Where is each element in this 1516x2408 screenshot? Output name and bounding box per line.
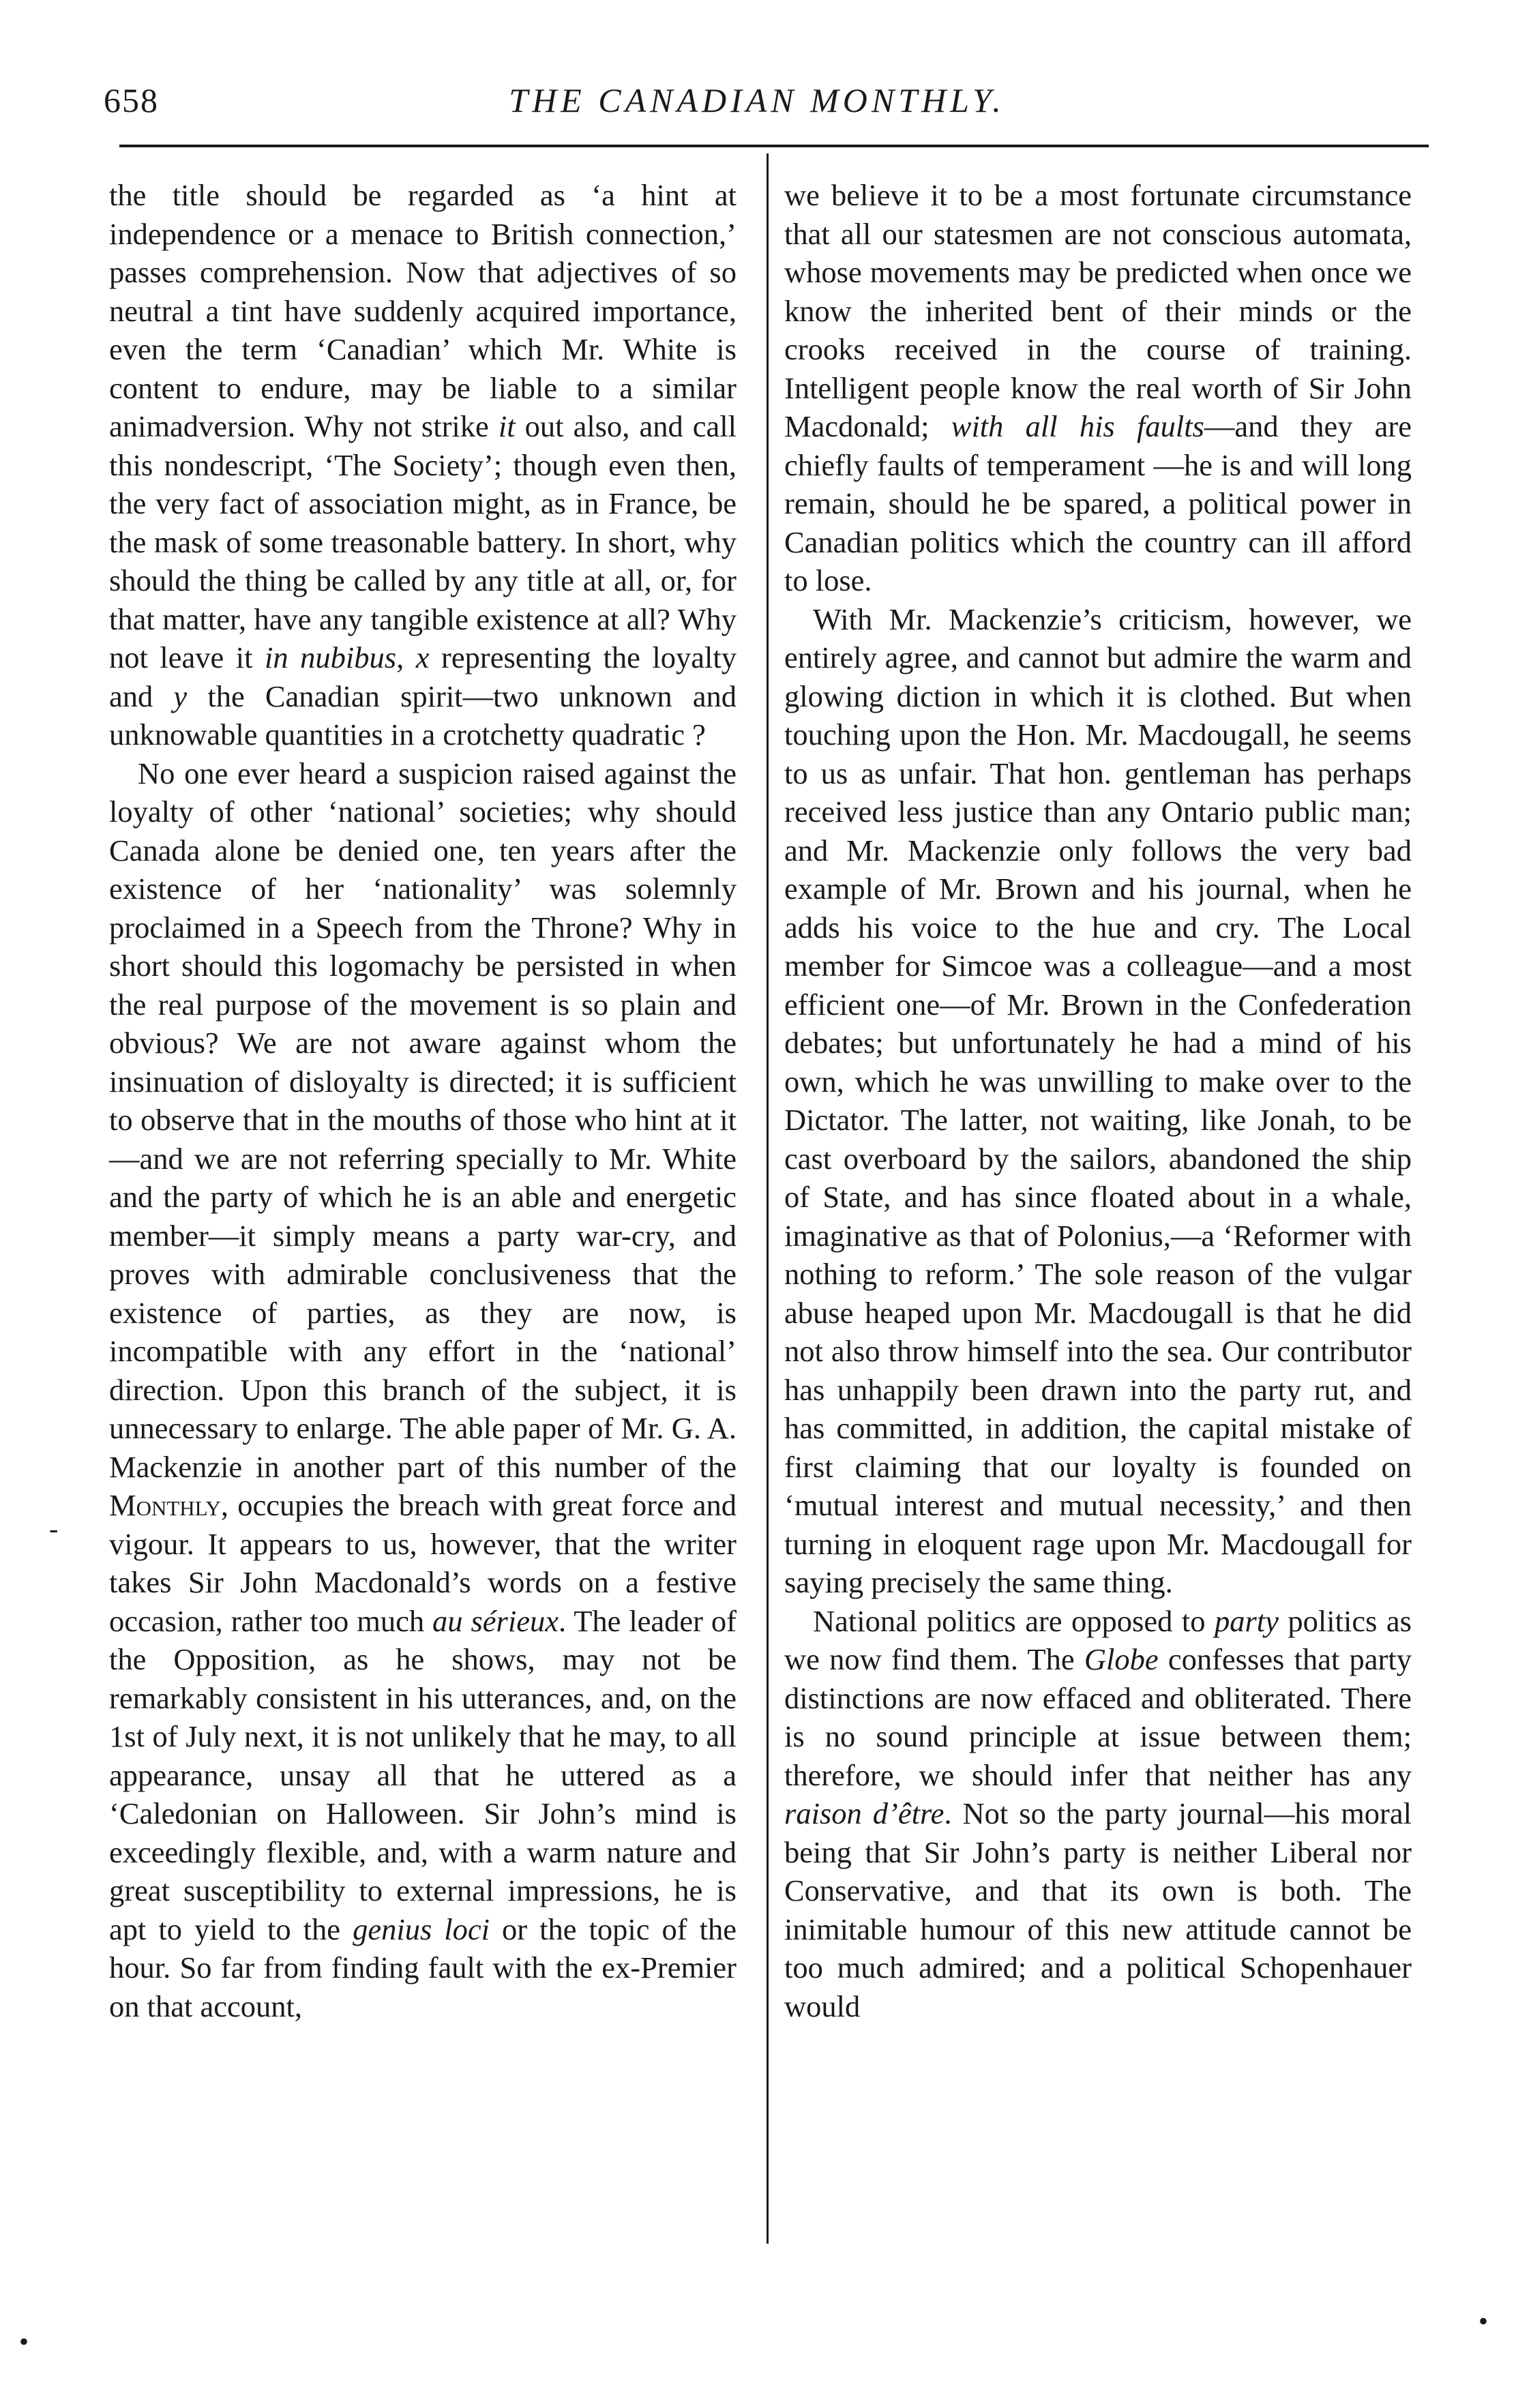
margin-dash-mark: - [49, 1513, 59, 1544]
right-paragraph-1: we believe it to be a most fortunate circumstance that all our statesmen are not conscious automata, whose movements may be predicted when once we know the inherited bent of their minds or the crooks received in the course of training. Intelligent people know the real worth of Sir John Macdonald; with all his faults—and they are chiefly faults of temperament —he is and will long remain, should he be spared, a political power in Canadian politics which the country can ill afford to lose. [784, 178, 1412, 597]
left-paragraph-1: the title should be regarded as ‘a hint at independence or a menace to British connection,’ passes comprehension. Now that adjectives of so neutral a tint have suddenly acquired importance, even the term ‘Canadian’ which Mr. White is content to endure, may be liable to a similar animadversion. Why not strike it out also, and call this nondescript, ‘The Society’; though even then, the very fact of association might, as in France, be the mask of some treasonable battery. In short, why should the thing be called by any title at all, or, for that matter, have any tangible existence at all? Why not leave it in nubibus, x representing the loyalty and y the Canadian spirit—two unknown and unknowable quantities in a crotchetty quadratic ? [109, 178, 737, 752]
bottom-right-dot-mark: • [1478, 2306, 1489, 2336]
left-paragraph-2: No one ever heard a suspicion raised against the loyalty of other ‘national’ societies; why should Canada alone be denied one, ten years after the existence of her ‘nationality’ was solemnly proclaimed in a Speech from the Throne? Why in short should this logomachy be persisted in when the real purpose of the movement is so plain and obvious? We are not aware against whom the insinuation of disloyalty is directed; it is sufficient to observe that in the mouths of those who hint at it—and we are not referring specially to Mr. White and the party of which he is an able and energetic member—it simply means a party war-cry, and proves with admirable conclusiveness that the existence of parties, as they are now, is incompatible with any effort in the ‘national’ direction. Upon this branch of the subject, it is unnecessary to enlarge. The able paper of Mr. G. A. Mackenzie in another part of this number of the Monthly, occupies the breach with great force and vigour. It appears to us, however, that the writer takes Sir John Macdonald’s words on a festive occasion, rather too much au sérieux. The leader of the Opposition, as he shows, may not be remarkably consistent in his utterances, and, on the 1st of July next, it is not unlikely that he may, to all appearance, unsay all that he uttered as a ‘Caledonian on Halloween. Sir John’s mind is exceedingly flexible, and, with a warm nature and great susceptibility to external impressions, he is apt to yield to the genius loci or the topic of the hour. So far from finding fault with the ex-Premier on that account, [109, 756, 737, 2023]
left-column [109, 176, 737, 2025]
bottom-dot-mark: • [19, 2326, 29, 2357]
right-paragraph-2: With Mr. Mackenzie’s criticism, however, we entirely agree, and cannot but admire the warm and glowing diction in which it is clothed. But when touching upon the Hon. Mr. Macdougall, he seems to us as unfair. That hon. gentleman has perhaps received less justice than any Ontario public man; and Mr. Mackenzie only follows the very bad example of Mr. Brown and his journal, when he adds his voice to the hue and cry. The Local member for Simcoe was a colleague—and a most efficient one—of Mr. Brown in the Confederation debates; but unfortunately he had a mind of his own, which he was unwilling to make over to the Dictator. The latter, not waiting, like Jonah, to be cast overboard by the sailors, abandoned the ship of State, and has since floated about in a whale, imaginative as that of Polonius,—a ‘Reformer with nothing to reform.’ The sole reason of the vulgar abuse heaped upon Mr. Macdougall is that he did not also throw himself into the sea. Our contributor has unhappily been drawn into the party rut, and has committed, in addition, the capital mistake of first claiming that our loyalty is founded on ‘mutual interest and mutual necessity,’ and then turning in eloquent rage upon Mr. Macdougall for saying precisely the same thing. [784, 601, 1412, 1599]
column-divider [767, 153, 769, 2244]
header-rule [119, 145, 1429, 147]
right-column [784, 176, 1412, 2025]
running-title: THE CANADIAN MONTHLY. [509, 81, 1005, 119]
right-paragraph-3: National politics are opposed to party politics as we now find them. The Globe confesses that party distinctions are now effaced and obliterated. There is no sound principle at issue between them; therefore, we should infer that neither has any raison d’être. Not so the party journal—his moral being that Sir John’s party is neither Liberal nor Conservative, and that its own is both. The inimitable humour of this new attitude cannot be too much admired; and a political Schopenhauer would [784, 1603, 1412, 2023]
page-number: 658 [104, 81, 159, 119]
